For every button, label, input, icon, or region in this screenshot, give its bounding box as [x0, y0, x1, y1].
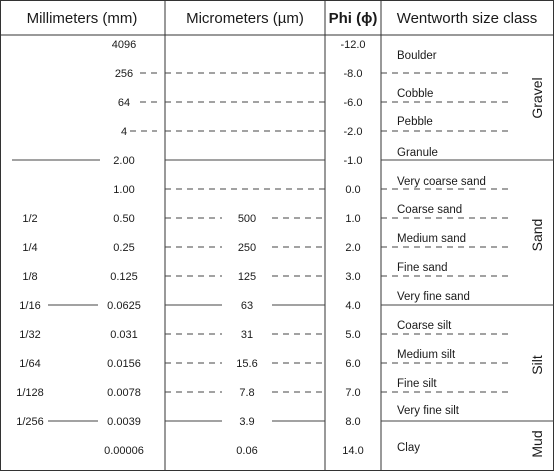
phi-value: 6.0 — [345, 358, 361, 370]
size-group-labels — [529, 77, 545, 457]
micrometer-value: 63 — [240, 300, 254, 312]
millimeter-value: 0.00006 — [104, 445, 144, 457]
micrometer-value: 500 — [237, 213, 257, 225]
phi-value: -2.0 — [343, 126, 363, 138]
table-border — [1, 1, 554, 471]
size-group-silt: Silt — [529, 355, 545, 375]
phi-value: 4.0 — [345, 300, 361, 312]
phi-value: 3.0 — [345, 271, 361, 283]
phi-value: -1.0 — [343, 155, 363, 167]
millimeter-value: 0.125 — [110, 271, 138, 283]
millimeter-value: 0.031 — [110, 329, 138, 341]
phi-value: -12.0 — [340, 39, 366, 51]
size-class-label: Coarse sand — [397, 204, 463, 216]
millimeter-value: 0.25 — [113, 242, 135, 254]
micrometer-value: 31 — [240, 329, 254, 341]
fraction-value: 1/128 — [16, 387, 44, 399]
millimeter-value: 4 — [120, 126, 128, 138]
size-class-label: Medium silt — [397, 349, 456, 361]
size-class-label: Fine sand — [397, 262, 448, 274]
phi-value: 14.0 — [342, 445, 364, 457]
phi-value: -8.0 — [343, 68, 363, 80]
millimeter-value: 0.0039 — [107, 416, 141, 428]
millimeter-value: 64 — [117, 97, 131, 109]
size-group-sand: Sand — [529, 218, 545, 252]
millimeter-value: 1.00 — [113, 184, 135, 196]
phi-value: 8.0 — [345, 416, 361, 428]
millimeter-value: 0.50 — [113, 213, 135, 225]
millimeter-value: 0.0625 — [107, 300, 141, 312]
size-class-label: Cobble — [397, 88, 434, 100]
micrometer-value: 250 — [237, 242, 257, 254]
phi-value: 1.0 — [345, 213, 361, 225]
size-class-label: Fine silt — [397, 378, 437, 390]
size-class-label: Granule — [397, 147, 438, 159]
millimeter-value: 4096 — [111, 39, 137, 51]
fraction-value: 1/2 — [22, 213, 38, 225]
micrometer-value: 125 — [237, 271, 257, 283]
fraction-value: 1/4 — [22, 242, 38, 254]
phi-value: 2.0 — [345, 242, 361, 254]
header-phi: Phi (ϕ) — [328, 10, 378, 27]
size-class-label: Pebble — [397, 116, 433, 128]
phi-value: 0.0 — [345, 184, 361, 196]
phi-value: -6.0 — [343, 97, 363, 109]
fraction-value: 1/8 — [22, 271, 38, 283]
size-class-label: Medium sand — [397, 233, 467, 245]
size-class-labels — [397, 50, 486, 454]
size-group-gravel: Gravel — [529, 77, 545, 119]
millimeter-value: 0.0078 — [107, 387, 141, 399]
micrometer-value: 15.6 — [236, 358, 258, 370]
size-class-label: Coarse silt — [397, 320, 452, 332]
fraction-value: 1/256 — [16, 416, 44, 428]
millimeter-value: 0.0156 — [107, 358, 141, 370]
size-group-mud: Mud — [529, 430, 545, 458]
boundary-lines — [12, 73, 554, 421]
size-class-label: Boulder — [397, 50, 437, 62]
size-class-label: Very fine silt — [397, 405, 459, 417]
header-millimeters: Millimeters (mm) — [26, 10, 138, 27]
fraction-value: 1/64 — [19, 358, 41, 370]
header-wentworth-class: Wentworth size class — [396, 10, 538, 27]
size-class-label: Clay — [397, 442, 421, 454]
phi-value: 5.0 — [345, 329, 361, 341]
size-class-label: Very fine sand — [397, 291, 470, 303]
size-class-label: Very coarse sand — [397, 176, 486, 188]
micrometer-value: 3.9 — [239, 416, 255, 428]
micrometer-value: 7.8 — [239, 387, 255, 399]
phi-value: 7.0 — [345, 387, 361, 399]
micrometer-value: 0.06 — [236, 445, 258, 457]
fraction-value: 1/32 — [19, 329, 41, 341]
millimeter-value: 2.00 — [113, 155, 135, 167]
millimeter-value: 256 — [114, 68, 134, 80]
header-micrometers: Micrometers (µm) — [186, 10, 304, 27]
fraction-value: 1/16 — [19, 300, 41, 312]
